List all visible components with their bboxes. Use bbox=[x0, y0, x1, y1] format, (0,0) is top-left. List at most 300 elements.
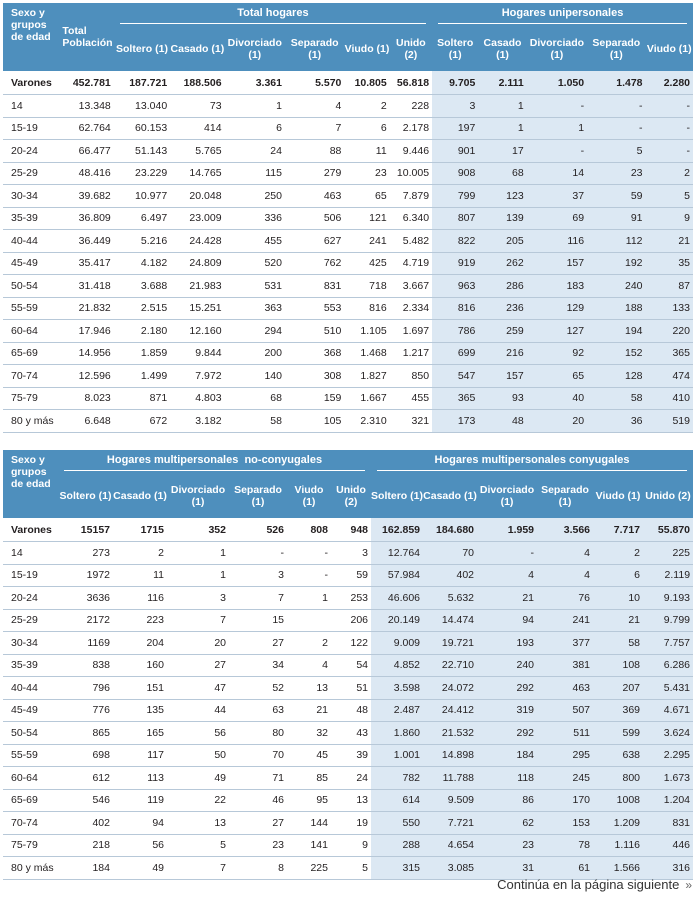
column-header: Divorciado (1) bbox=[527, 27, 587, 71]
table-cell: 2.280 bbox=[646, 71, 693, 95]
table-cell: 240 bbox=[477, 654, 537, 677]
table-cell: 321 bbox=[390, 410, 432, 433]
table-cell: 94 bbox=[113, 812, 167, 835]
table-cell: 11 bbox=[113, 564, 167, 587]
table-cell: 9.193 bbox=[643, 587, 693, 610]
table-cell: 612 bbox=[58, 767, 113, 790]
table-cell: 3.624 bbox=[643, 722, 693, 745]
table-cell: 225 bbox=[643, 542, 693, 565]
table-cell: 1.116 bbox=[593, 834, 643, 857]
table-cell: 3 bbox=[432, 95, 478, 118]
table-cell: 2.515 bbox=[114, 297, 170, 320]
table-cell: 241 bbox=[537, 609, 593, 632]
table-cell: 1.204 bbox=[643, 789, 693, 812]
table-cell: 2172 bbox=[58, 609, 113, 632]
table-cell: 414 bbox=[170, 117, 224, 140]
table-cell: 60.153 bbox=[114, 117, 170, 140]
table-cell: 963 bbox=[432, 275, 478, 298]
table-cell: 1.050 bbox=[527, 71, 587, 95]
table-cell: 550 bbox=[371, 812, 423, 835]
table-cell: 39 bbox=[331, 744, 371, 767]
table-cell: 7 bbox=[229, 587, 287, 610]
table-cell: 288 bbox=[371, 834, 423, 857]
table-cell: 6 bbox=[593, 564, 643, 587]
column-header: Soltero (1) bbox=[58, 474, 113, 518]
table-row bbox=[3, 185, 693, 208]
table-cell: 24.428 bbox=[170, 230, 224, 253]
table-cell: 10.977 bbox=[114, 185, 170, 208]
table-cell: 135 bbox=[113, 699, 167, 722]
table-cell: 9.844 bbox=[170, 342, 224, 365]
table-cell: 48.416 bbox=[58, 162, 113, 185]
row-label: 50-54 bbox=[3, 722, 58, 745]
row-label: 40-44 bbox=[3, 677, 58, 700]
table-cell: 9 bbox=[646, 207, 693, 230]
table-cell: 13 bbox=[331, 789, 371, 812]
table-cell: 27 bbox=[229, 632, 287, 655]
table-cell: 93 bbox=[478, 387, 526, 410]
table-cell: 547 bbox=[432, 365, 478, 388]
table-cell: 3.566 bbox=[537, 518, 593, 542]
continued-footer bbox=[497, 877, 692, 892]
table-cell: 6.286 bbox=[643, 654, 693, 677]
table-cell: 2.180 bbox=[114, 320, 170, 343]
table-cell: 511 bbox=[537, 722, 593, 745]
table-cell: 23 bbox=[229, 834, 287, 857]
table-cell: 638 bbox=[593, 744, 643, 767]
table-cell: 381 bbox=[537, 654, 593, 677]
table-cell: 5.570 bbox=[285, 71, 344, 95]
table-row bbox=[3, 207, 693, 230]
table-cell: 118 bbox=[477, 767, 537, 790]
row-label: 65-69 bbox=[3, 789, 58, 812]
header-group-unipersonales: Hogares unipersonales bbox=[432, 3, 693, 27]
table-row bbox=[3, 609, 693, 632]
table-cell: 45 bbox=[287, 744, 331, 767]
table-cell: 526 bbox=[229, 518, 287, 542]
table-cell: 4 bbox=[285, 95, 344, 118]
table-cell: 455 bbox=[225, 230, 285, 253]
table-cell: 55.870 bbox=[643, 518, 693, 542]
row-label: 70-74 bbox=[3, 812, 58, 835]
table-cell: 24.809 bbox=[170, 252, 224, 275]
table-cell: 20 bbox=[527, 410, 587, 433]
column-header: Soltero (1) bbox=[371, 474, 423, 518]
table-cell: 66.477 bbox=[58, 140, 113, 163]
table-cell: 11.788 bbox=[423, 767, 477, 790]
table-cell: 402 bbox=[58, 812, 113, 835]
table-cell: 121 bbox=[344, 207, 389, 230]
table-row bbox=[3, 230, 693, 253]
table-cell: 816 bbox=[432, 297, 478, 320]
table-cell: 223 bbox=[113, 609, 167, 632]
header-total-poblacion: Total Población bbox=[58, 3, 113, 71]
table-cell: 286 bbox=[478, 275, 526, 298]
table-cell: 46 bbox=[229, 789, 287, 812]
table-row bbox=[3, 162, 693, 185]
table-total-y-unipersonales bbox=[3, 3, 693, 433]
row-label: 40-44 bbox=[3, 230, 58, 253]
row-label: 45-49 bbox=[3, 252, 58, 275]
table-cell: 1.105 bbox=[344, 320, 389, 343]
table-cell: 57.984 bbox=[371, 564, 423, 587]
table-cell: 24 bbox=[225, 140, 285, 163]
table-cell: 6 bbox=[225, 117, 285, 140]
table-cell: 20.048 bbox=[170, 185, 224, 208]
table-cell: 2 bbox=[344, 95, 389, 118]
table-row bbox=[3, 297, 693, 320]
table-cell: 15157 bbox=[58, 518, 113, 542]
table-cell: 259 bbox=[478, 320, 526, 343]
table-cell: 776 bbox=[58, 699, 113, 722]
table-cell: 22.710 bbox=[423, 654, 477, 677]
table-cell: 295 bbox=[537, 744, 593, 767]
table-cell: 7.717 bbox=[593, 518, 643, 542]
table-cell: 2.178 bbox=[390, 117, 432, 140]
table-cell: 1715 bbox=[113, 518, 167, 542]
table-row bbox=[3, 812, 693, 835]
table-cell: 4 bbox=[287, 654, 331, 677]
table-cell: 216 bbox=[478, 342, 526, 365]
row-label: 35-39 bbox=[3, 207, 58, 230]
table-cell: 13.040 bbox=[114, 95, 170, 118]
table-cell: 184.680 bbox=[423, 518, 477, 542]
table-cell: 9.509 bbox=[423, 789, 477, 812]
table-cell: 62.764 bbox=[58, 117, 113, 140]
table-cell: - bbox=[229, 542, 287, 565]
table-cell: 56.818 bbox=[390, 71, 432, 95]
table-cell: 786 bbox=[432, 320, 478, 343]
table-cell: 12.160 bbox=[170, 320, 224, 343]
table-cell: 32 bbox=[287, 722, 331, 745]
table-cell: 9.446 bbox=[390, 140, 432, 163]
table-cell: 279 bbox=[285, 162, 344, 185]
table-cell: 6.340 bbox=[390, 207, 432, 230]
table-cell: 183 bbox=[527, 275, 587, 298]
table-cell: 236 bbox=[478, 297, 526, 320]
table-cell: 1972 bbox=[58, 564, 113, 587]
table-cell: 1169 bbox=[58, 632, 113, 655]
table-cell: 2.111 bbox=[478, 71, 526, 95]
table-cell: 204 bbox=[113, 632, 167, 655]
table-cell: 273 bbox=[58, 542, 113, 565]
table-cell: 319 bbox=[477, 699, 537, 722]
row-label: 65-69 bbox=[3, 342, 58, 365]
table-cell: 24.412 bbox=[423, 699, 477, 722]
table-cell: 2 bbox=[593, 542, 643, 565]
row-label: 50-54 bbox=[3, 275, 58, 298]
table-cell: 27 bbox=[229, 812, 287, 835]
table-cell: 21 bbox=[477, 587, 537, 610]
table-cell: 292 bbox=[477, 677, 537, 700]
table-cell: 36.809 bbox=[58, 207, 113, 230]
table-cell: 1.478 bbox=[587, 71, 645, 95]
column-header: Viudo (1) bbox=[287, 474, 331, 518]
table-cell: 21.532 bbox=[423, 722, 477, 745]
table-cell: 294 bbox=[225, 320, 285, 343]
table-cell: 7.757 bbox=[643, 632, 693, 655]
row-label: 35-39 bbox=[3, 654, 58, 677]
table-row bbox=[3, 699, 693, 722]
table-row bbox=[3, 857, 693, 880]
row-label: 80 y más bbox=[3, 410, 58, 433]
table-cell: 170 bbox=[537, 789, 593, 812]
table-cell: 35.417 bbox=[58, 252, 113, 275]
table-cell: 52 bbox=[229, 677, 287, 700]
table-cell: 151 bbox=[113, 677, 167, 700]
table-cell: 4.852 bbox=[371, 654, 423, 677]
row-label: 55-59 bbox=[3, 297, 58, 320]
table-cell: 59 bbox=[331, 564, 371, 587]
table-cell: 368 bbox=[285, 342, 344, 365]
table-row bbox=[3, 252, 693, 275]
table-cell: 352 bbox=[167, 518, 229, 542]
table-row bbox=[3, 117, 693, 140]
row-label: 14 bbox=[3, 542, 58, 565]
table-cell: 21 bbox=[593, 609, 643, 632]
table-row bbox=[3, 767, 693, 790]
table-cell: 2.119 bbox=[643, 564, 693, 587]
table-cell: 245 bbox=[537, 767, 593, 790]
table-row bbox=[3, 365, 693, 388]
table-cell: 21.983 bbox=[170, 275, 224, 298]
column-header: Divorciado (1) bbox=[167, 474, 229, 518]
table-cell: 4.803 bbox=[170, 387, 224, 410]
table-cell: 22 bbox=[167, 789, 229, 812]
row-label: 15-19 bbox=[3, 564, 58, 587]
row-label: 75-79 bbox=[3, 834, 58, 857]
table-cell: 76 bbox=[537, 587, 593, 610]
table-cell: 510 bbox=[285, 320, 344, 343]
table-cell: 2 bbox=[287, 632, 331, 655]
table-cell: 51.143 bbox=[114, 140, 170, 163]
table-cell: 799 bbox=[432, 185, 478, 208]
table-cell: - bbox=[646, 95, 693, 118]
table-cell: - bbox=[587, 117, 645, 140]
table-cell: 20.149 bbox=[371, 609, 423, 632]
row-label: 60-64 bbox=[3, 767, 58, 790]
table-cell: 159 bbox=[285, 387, 344, 410]
table-cell: 463 bbox=[285, 185, 344, 208]
table-row bbox=[3, 744, 693, 767]
row-label: 45-49 bbox=[3, 699, 58, 722]
table-cell: 7.879 bbox=[390, 185, 432, 208]
table-cell bbox=[287, 609, 331, 632]
table-cell: 5.632 bbox=[423, 587, 477, 610]
table-cell: - bbox=[587, 95, 645, 118]
column-header: Casado (1) bbox=[170, 27, 224, 71]
table-cell: 13 bbox=[167, 812, 229, 835]
table-cell: 116 bbox=[113, 587, 167, 610]
table-cell: 144 bbox=[287, 812, 331, 835]
table-cell: 2.487 bbox=[371, 699, 423, 722]
table-cell: 831 bbox=[285, 275, 344, 298]
table-cell: 5.431 bbox=[643, 677, 693, 700]
table-cell: 292 bbox=[477, 722, 537, 745]
table-cell: 7.972 bbox=[170, 365, 224, 388]
table-cell: 122 bbox=[331, 632, 371, 655]
table-cell: 5 bbox=[587, 140, 645, 163]
table-cell: 48 bbox=[478, 410, 526, 433]
table-cell: 3.667 bbox=[390, 275, 432, 298]
table-row bbox=[3, 95, 693, 118]
row-label: 20-24 bbox=[3, 587, 58, 610]
table-cell: 23 bbox=[477, 834, 537, 857]
table-cell: 12.596 bbox=[58, 365, 113, 388]
column-header: Viudo (1) bbox=[344, 27, 389, 71]
table-cell: 50 bbox=[167, 744, 229, 767]
table-cell: 1.001 bbox=[371, 744, 423, 767]
table-cell: 5 bbox=[331, 857, 371, 880]
row-label: 25-29 bbox=[3, 609, 58, 632]
table-cell: 153 bbox=[537, 812, 593, 835]
table-cell: 44 bbox=[167, 699, 229, 722]
table-cell: 627 bbox=[285, 230, 344, 253]
table-cell: 73 bbox=[170, 95, 224, 118]
table-cell: 157 bbox=[527, 252, 587, 275]
table-cell: 194 bbox=[587, 320, 645, 343]
table-cell: 9 bbox=[331, 834, 371, 857]
table-cell: 6 bbox=[344, 117, 389, 140]
table-cell: 220 bbox=[646, 320, 693, 343]
table-cell: 4 bbox=[477, 564, 537, 587]
table-cell: 7 bbox=[167, 857, 229, 880]
column-header: Casado (1) bbox=[423, 474, 477, 518]
table-cell: 410 bbox=[646, 387, 693, 410]
table-cell: - bbox=[287, 564, 331, 587]
table-cell: 193 bbox=[477, 632, 537, 655]
table-cell: 553 bbox=[285, 297, 344, 320]
table-cell: 228 bbox=[390, 95, 432, 118]
table-cell: 88 bbox=[285, 140, 344, 163]
column-header: Viudo (1) bbox=[593, 474, 643, 518]
table-cell: 865 bbox=[58, 722, 113, 745]
table-cell: 34 bbox=[229, 654, 287, 677]
header-sexo-edad: Sexo y grupos de edad bbox=[3, 450, 58, 518]
table-cell: 6.648 bbox=[58, 410, 113, 433]
table-cell: 113 bbox=[113, 767, 167, 790]
table-cell: 1.499 bbox=[114, 365, 170, 388]
table-cell: 27 bbox=[167, 654, 229, 677]
table-cell: 425 bbox=[344, 252, 389, 275]
table-cell: 188.506 bbox=[170, 71, 224, 95]
table-cell: 262 bbox=[478, 252, 526, 275]
table-cell: 250 bbox=[225, 185, 285, 208]
table-cell: 599 bbox=[593, 722, 643, 745]
row-label: 25-29 bbox=[3, 162, 58, 185]
table-cell: - bbox=[527, 95, 587, 118]
column-header: Unido (2) bbox=[331, 474, 371, 518]
table-cell: 205 bbox=[478, 230, 526, 253]
table-cell: 31.418 bbox=[58, 275, 113, 298]
table-row bbox=[3, 677, 693, 700]
table-row bbox=[3, 342, 693, 365]
table-row bbox=[3, 654, 693, 677]
table-cell: 65 bbox=[527, 365, 587, 388]
table-cell: 152 bbox=[587, 342, 645, 365]
table-cell: 119 bbox=[113, 789, 167, 812]
table-cell: 59 bbox=[587, 185, 645, 208]
table-cell: 5.482 bbox=[390, 230, 432, 253]
table-row bbox=[3, 632, 693, 655]
table-cell: 506 bbox=[285, 207, 344, 230]
table-cell: 69 bbox=[527, 207, 587, 230]
table-cell: 3 bbox=[229, 564, 287, 587]
row-label: Varones bbox=[3, 71, 58, 95]
table-cell: 452.781 bbox=[58, 71, 113, 95]
table-cell: 23.229 bbox=[114, 162, 170, 185]
table-cell: 61 bbox=[537, 857, 593, 880]
table-cell: 2.310 bbox=[344, 410, 389, 433]
table-cell: 21 bbox=[287, 699, 331, 722]
column-header: Separado (1) bbox=[285, 27, 344, 71]
table-cell: 3.182 bbox=[170, 410, 224, 433]
table-cell: 10.805 bbox=[344, 71, 389, 95]
table-cell: 871 bbox=[114, 387, 170, 410]
table-cell: - bbox=[527, 140, 587, 163]
table-cell: 123 bbox=[478, 185, 526, 208]
table-cell: 46.606 bbox=[371, 587, 423, 610]
table-cell: 23.009 bbox=[170, 207, 224, 230]
table-cell: 850 bbox=[390, 365, 432, 388]
table-cell: 1.217 bbox=[390, 342, 432, 365]
table-cell: 336 bbox=[225, 207, 285, 230]
table-row bbox=[3, 410, 693, 433]
table-cell: 105 bbox=[285, 410, 344, 433]
table-row bbox=[3, 387, 693, 410]
table-cell: 1008 bbox=[593, 789, 643, 812]
table-cell: 672 bbox=[114, 410, 170, 433]
table-cell: 68 bbox=[478, 162, 526, 185]
table-cell: 1.667 bbox=[344, 387, 389, 410]
table-multipersonales bbox=[3, 450, 693, 880]
table-cell: 519 bbox=[646, 410, 693, 433]
table-cell: 546 bbox=[58, 789, 113, 812]
table-cell: 11 bbox=[344, 140, 389, 163]
row-label: 20-24 bbox=[3, 140, 58, 163]
table-cell: 1.860 bbox=[371, 722, 423, 745]
table-cell: 218 bbox=[58, 834, 113, 857]
table-cell: 56 bbox=[167, 722, 229, 745]
table-cell: 455 bbox=[390, 387, 432, 410]
table-row bbox=[3, 564, 693, 587]
table-cell: 808 bbox=[287, 518, 331, 542]
table-cell: 3636 bbox=[58, 587, 113, 610]
table-cell: 1.859 bbox=[114, 342, 170, 365]
table-cell: 23 bbox=[344, 162, 389, 185]
table-cell: 63 bbox=[229, 699, 287, 722]
table-cell: 3.361 bbox=[225, 71, 285, 95]
table-cell: 2 bbox=[113, 542, 167, 565]
column-header: Unido (2) bbox=[643, 474, 693, 518]
table-cell: 520 bbox=[225, 252, 285, 275]
row-label: 14 bbox=[3, 95, 58, 118]
column-header: Separado (1) bbox=[537, 474, 593, 518]
table-cell: 10.005 bbox=[390, 162, 432, 185]
table-row bbox=[3, 587, 693, 610]
table-cell: 187.721 bbox=[114, 71, 170, 95]
table-cell: 115 bbox=[225, 162, 285, 185]
table-cell: 1.959 bbox=[477, 518, 537, 542]
table-cell: 192 bbox=[587, 252, 645, 275]
table-cell: 1.697 bbox=[390, 320, 432, 343]
table-cell: 698 bbox=[58, 744, 113, 767]
table-cell: 58 bbox=[593, 632, 643, 655]
table-cell: 188 bbox=[587, 297, 645, 320]
table-row bbox=[3, 275, 693, 298]
table-cell: 116 bbox=[527, 230, 587, 253]
table-cell: 363 bbox=[225, 297, 285, 320]
